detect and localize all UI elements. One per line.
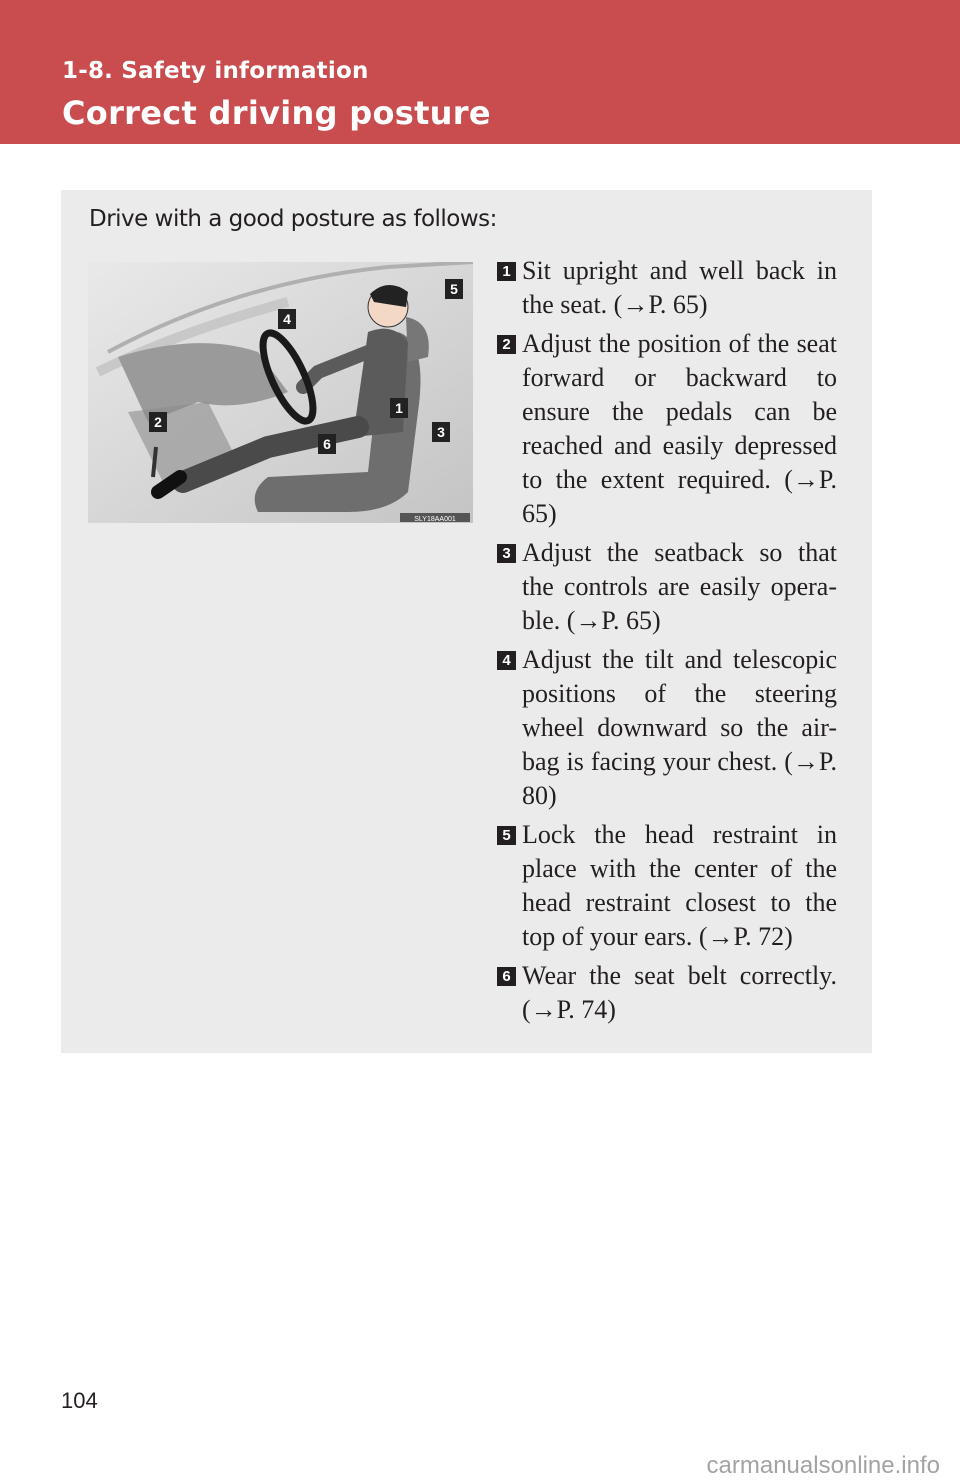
list-item (497, 959, 837, 1027)
list-item (497, 254, 837, 322)
list-item (497, 643, 837, 813)
step-number-badge: 6 (497, 967, 516, 986)
step-text: Sit upright and well back in the seat. (→P. 65) (522, 256, 837, 319)
illustration-code: SLY18AA001 (414, 516, 456, 523)
step-text: Wear the seat belt correctly. (→P. 74) (522, 961, 837, 1024)
svg-text:3: 3 (437, 424, 445, 440)
list-item (497, 536, 837, 638)
svg-text:6: 6 (323, 436, 331, 452)
page-header (0, 0, 960, 144)
step-text: Lock the head restraint in place with the center of the head restraint closest to the top of your ears. (→P. 72) (522, 820, 837, 951)
step-number-badge: 3 (497, 544, 516, 563)
step-text: Adjust the tilt and telescopic positions of the steering wheel downward so the air-bag is facing your chest. (→P. 80) (522, 645, 837, 810)
section-label: 1-8. Safety information (62, 58, 369, 84)
step-number-badge: 1 (497, 262, 516, 281)
list-item (497, 327, 837, 531)
step-number-badge: 2 (497, 335, 516, 354)
content-panel (61, 190, 872, 1053)
svg-text:2: 2 (154, 414, 162, 430)
svg-text:5: 5 (450, 281, 458, 297)
list-item (497, 818, 837, 954)
posture-steps-list (497, 254, 837, 1032)
page-number: 104 (61, 1388, 98, 1413)
svg-text:1: 1 (395, 400, 403, 416)
intro-text: Drive with a good posture as follows: (89, 206, 497, 232)
page-title: Correct driving posture (62, 94, 491, 132)
step-number-badge: 5 (497, 826, 516, 845)
watermark: carmanualsonline.info (706, 1452, 940, 1479)
step-number-badge: 4 (497, 651, 516, 670)
step-text: Adjust the position of the seat forward or backward to ensure the pedals can be reached and easily depressed to the extent required. (→P. 65) (522, 329, 837, 528)
svg-text:4: 4 (283, 311, 291, 327)
step-text: Adjust the seatback so that the controls are easily opera-ble. (→P. 65) (522, 538, 837, 635)
driving-posture-illustration (88, 262, 473, 523)
posture-drawing (88, 262, 473, 523)
